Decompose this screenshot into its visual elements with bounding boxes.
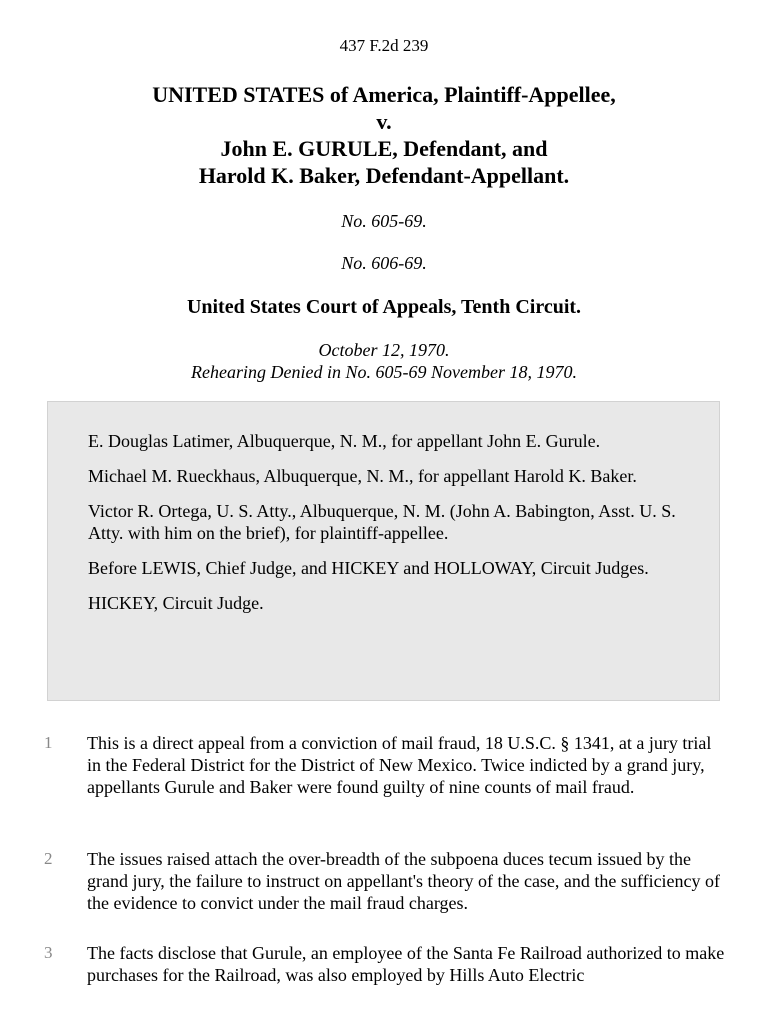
counsel-entry: Michael M. Rueckhaus, Albuquerque, N. M., for appellant Harold K. Baker.	[88, 466, 637, 486]
decided-date: October 12, 1970.	[318, 340, 450, 360]
paragraph-number: 3	[44, 943, 53, 962]
decision-dates	[0, 339, 768, 383]
opinion-author: HICKEY, Circuit Judge.	[88, 593, 264, 613]
paragraph-number: 1	[44, 733, 53, 752]
caption-versus: v.	[376, 109, 392, 134]
docket-number: No. 605-69.	[341, 211, 427, 231]
caption-plaintiff: UNITED STATES of America, Plaintiff-Appellee,	[152, 82, 616, 107]
case-caption	[0, 81, 768, 189]
counsel-entry: E. Douglas Latimer, Albuquerque, N. M., for appellant John E. Gurule.	[88, 431, 601, 451]
paragraph-text: The issues raised attach the over-breadth of the subpoena duces tecum issued by the grand jury, the failure to instruct on appellant's theory of the case, and the sufficiency of the evidence to convict under the mail fraud charges.	[87, 849, 721, 913]
case-citation: 437 F.2d 239	[339, 36, 429, 55]
court-name: United States Court of Appeals, Tenth Circuit.	[186, 296, 582, 318]
paragraph-number: 2	[44, 849, 53, 868]
paragraph-text: This is a direct appeal from a conviction of mail fraud, 18 U.S.C. § 1341, at a jury trial in the Federal District for the District of New Mexico. Twice indicted by a grand jury, appellants Gurule and Baker were found guilty of nine counts of mail fraud.	[87, 733, 712, 797]
caption-appellant: Harold K. Baker, Defendant-Appellant.	[198, 163, 570, 188]
paragraph-text: The facts disclose that Gurule, an employee of the Santa Fe Railroad authorized to make purchases for the Railroad, was also employed by Hills Auto Electric	[87, 943, 725, 985]
rehearing-date: Rehearing Denied in No. 605-69 November 18, 1970.	[191, 362, 577, 382]
docket-number: No. 606-69.	[341, 253, 427, 273]
caption-defendant: John E. GURULE, Defendant, and	[220, 136, 548, 161]
counsel-panel	[47, 401, 720, 701]
judges-panel: Before LEWIS, Chief Judge, and HICKEY and HOLLOWAY, Circuit Judges.	[88, 558, 649, 578]
counsel-entry: Victor R. Ortega, U. S. Atty., Albuquerque, N. M. (John A. Babington, Asst. U. S. Atty. with him on the brief), for plaintiff-appellee.	[88, 501, 676, 543]
